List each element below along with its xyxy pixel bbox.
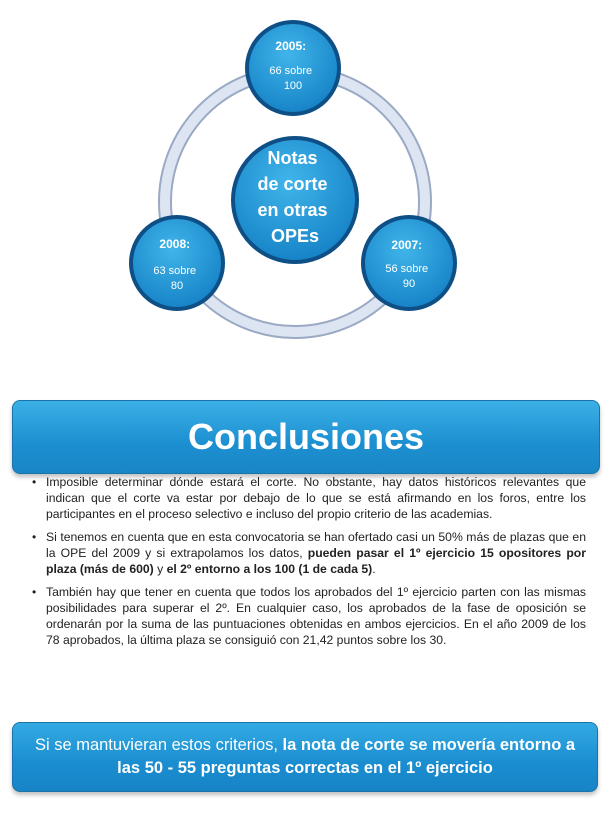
bullet-dot-icon: • (32, 530, 37, 544)
node-value: 66 sobre (269, 65, 313, 77)
conclusion-box (12, 722, 598, 792)
node-value: 100 (283, 80, 303, 92)
bullet-text: También hay que tener en cuenta que todos los aprobados del 1º ejercicio parten con las mismas posibilidades para superar el 2º. En cualquier caso, los aprobados de la fase de oposición se ordenarán por la suma de las puntuaciones obtenidas en ambos ejercicios. En el año 2009 de los 78 aprobados, la última plaza se consiguió con 21,42 puntos sobre los 30. (46, 585, 586, 647)
center-line: en otras (257, 200, 328, 220)
conclusion-bold: la nota de corte se movería entorno a las 50 - 55 preguntas correctas en el 1º ejercicio (117, 736, 576, 777)
bullet-item (28, 474, 586, 522)
node-year: 2005: (275, 39, 307, 53)
bullet-dot-icon: • (32, 585, 37, 599)
center-line: de corte (257, 174, 328, 194)
banner-title: Conclusiones (187, 416, 425, 457)
node-2005 (247, 22, 339, 114)
conclusion-normal: Si se mantuvieran estos criterios, (34, 736, 283, 754)
node-value: 90 (402, 278, 416, 290)
bullet-dot-icon: • (32, 475, 37, 489)
bullet-text: Imposible determinar dónde estará el corte. No obstante, hay datos históricos relevantes que indican que el corte va estar por debajo de lo que se está afirmando en los foros, entre los participantes en el proceso selectivo e incluso del propio criterio de las academias. (46, 475, 586, 521)
node-value: 56 sobre (385, 263, 429, 275)
conclusion-text (23, 734, 587, 780)
center-node (233, 138, 357, 262)
node-2007 (363, 217, 455, 309)
node-year: 2008: (159, 237, 191, 251)
bullet-bold: el 2º entorno a los 100 (1 de cada 5) (166, 562, 373, 576)
center-line: Notas (267, 148, 318, 168)
bullet-bold: pueden pasar el 1º ejercicio 15 opositores por plaza (más de 600) (46, 546, 586, 576)
node-2008 (131, 217, 223, 309)
node-value: 80 (170, 280, 184, 292)
bullet-text: . (372, 562, 376, 576)
bullet-text: Si tenemos en cuenta que en esta convocatoria se han ofertado casi un 50% más de plazas que en la OPE del 2009 y si extrapolamos los datos, (46, 530, 586, 560)
conclusions-banner (12, 400, 600, 474)
bullet-list (28, 474, 586, 655)
cycle-diagram (0, 0, 612, 395)
bullet-item (28, 529, 586, 577)
node-year: 2007: (391, 238, 423, 252)
node-value: 63 sobre (153, 265, 197, 277)
bullet-item (28, 584, 586, 648)
center-line: OPEs (270, 226, 320, 246)
bullet-text: y (153, 562, 167, 576)
